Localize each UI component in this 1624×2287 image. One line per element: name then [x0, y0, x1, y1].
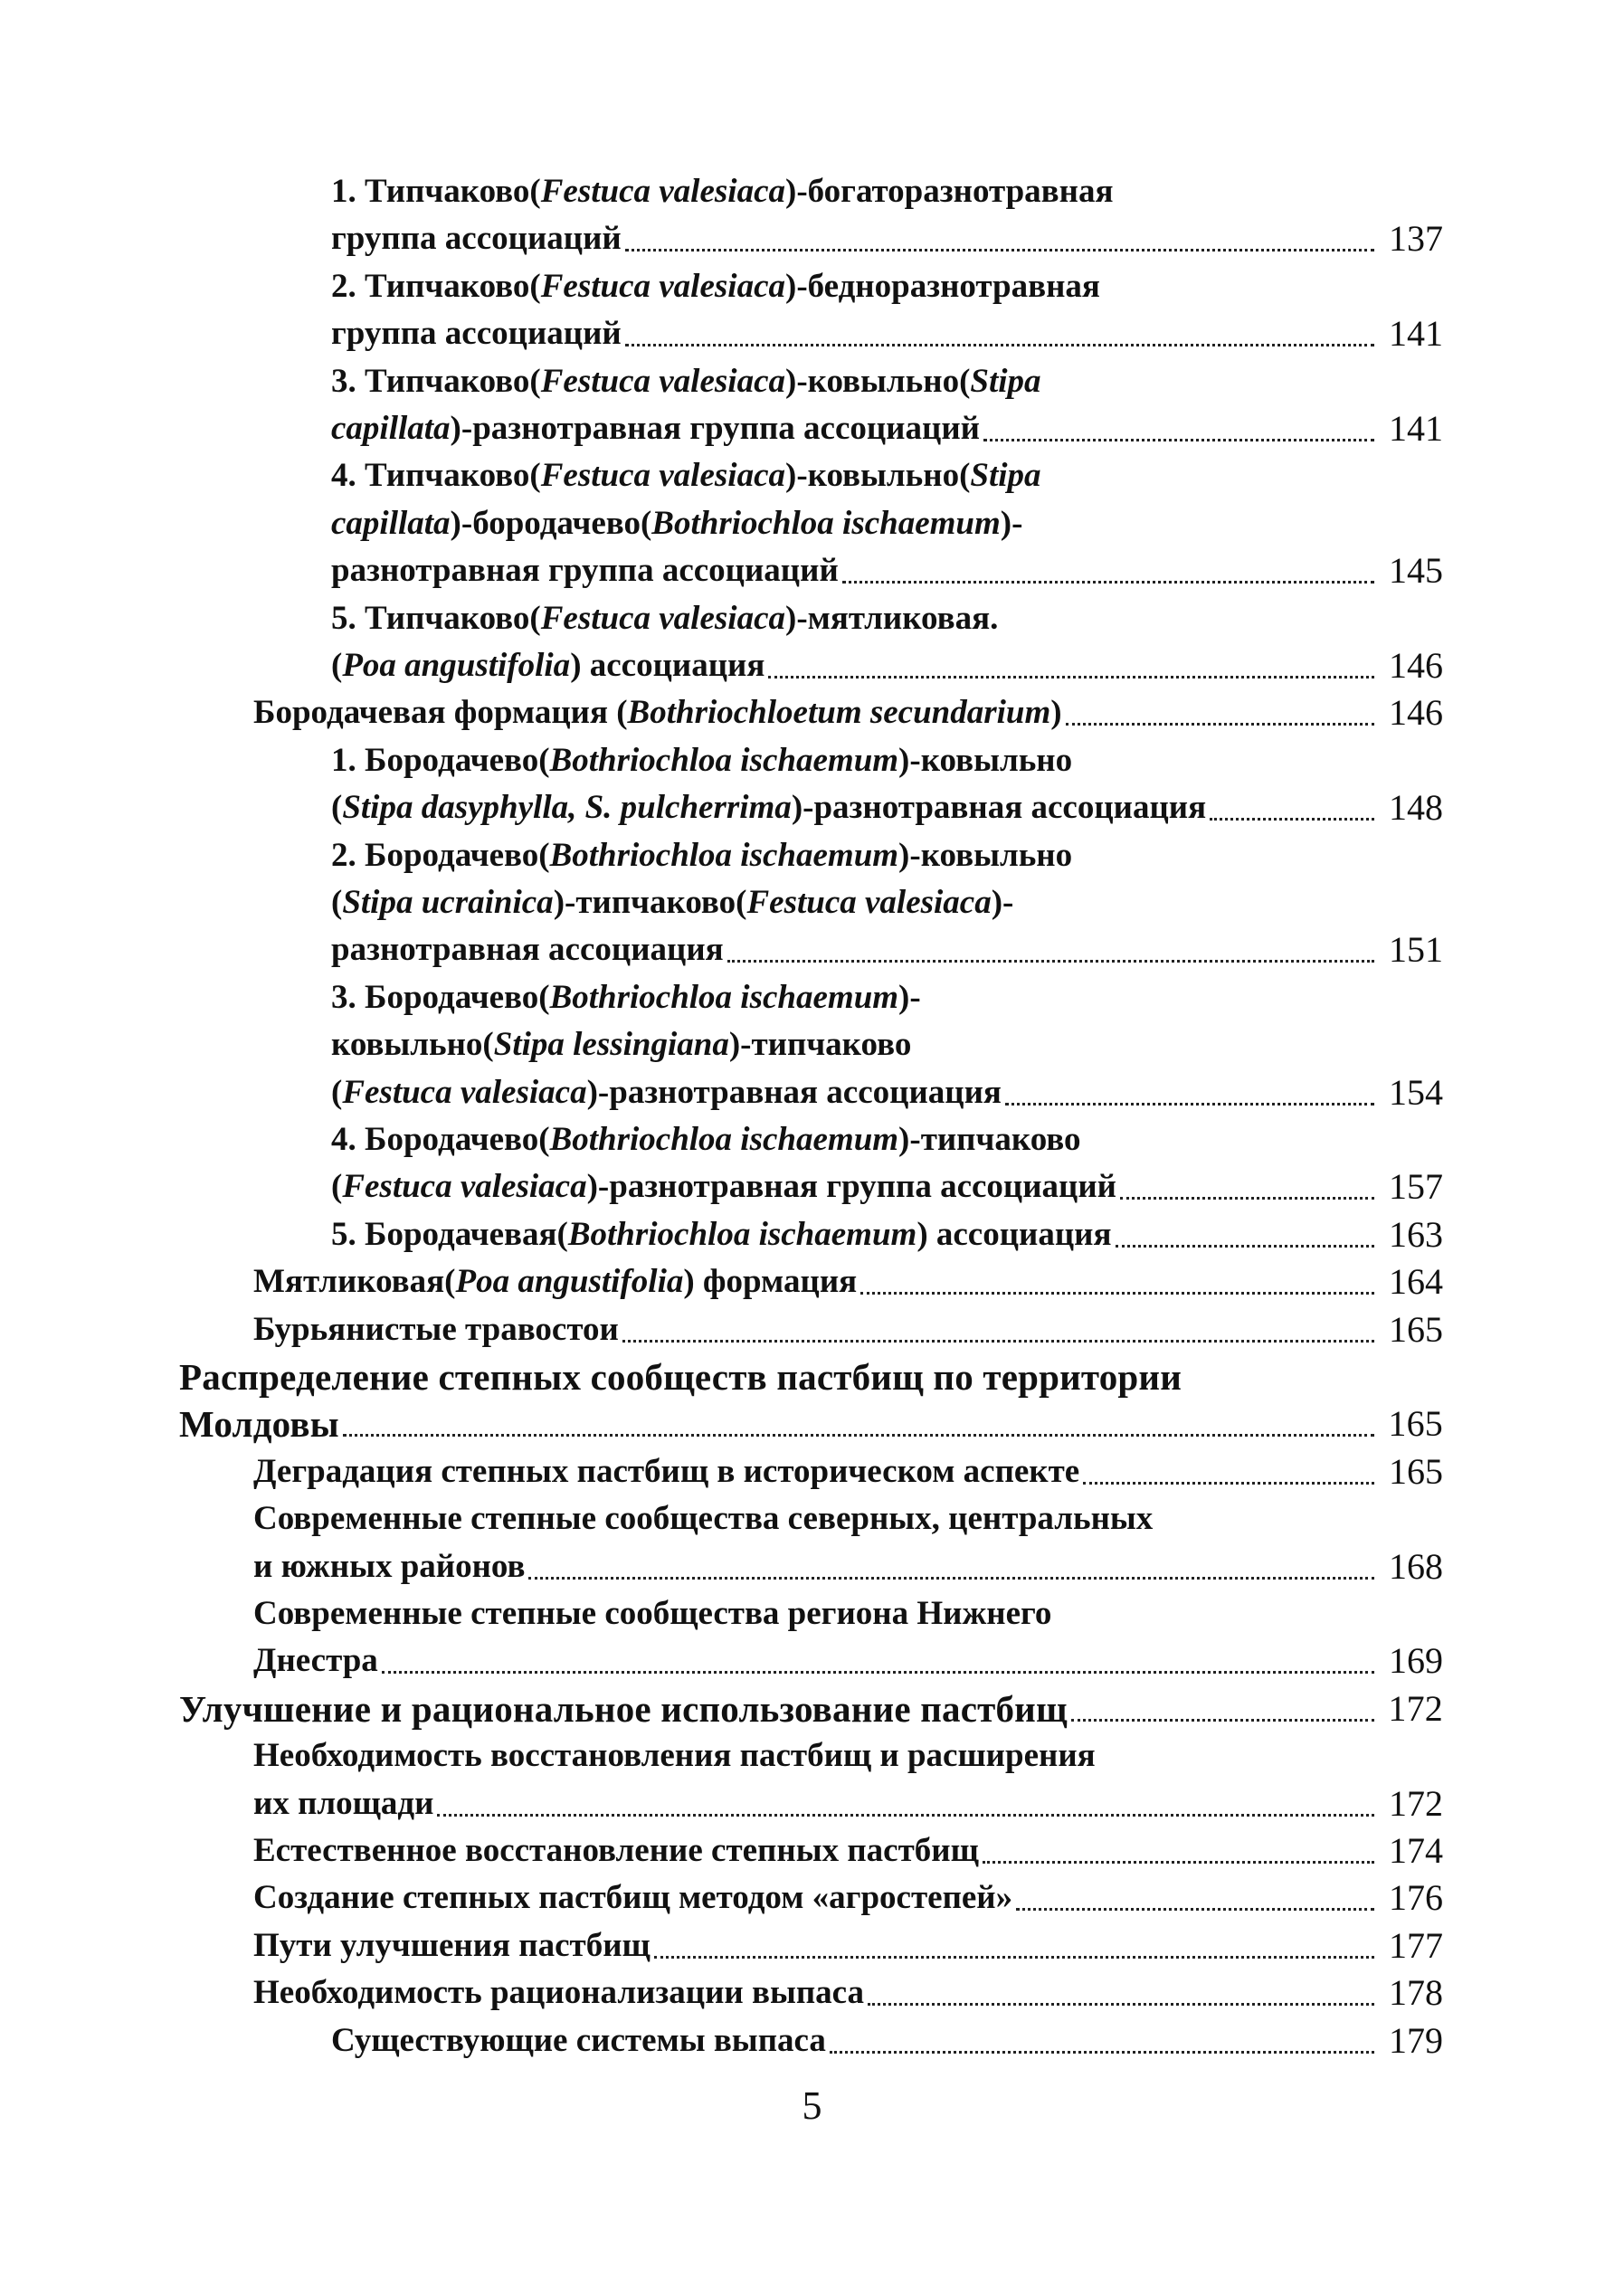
toc-entry[interactable]	[253, 1258, 1443, 1305]
latin-name: Bothriochloetum secundarium	[627, 694, 1051, 731]
toc-entry-title	[331, 263, 1100, 310]
dot-leader	[983, 1861, 1374, 1864]
toc-entry[interactable]	[331, 974, 1443, 1021]
toc-entry-title	[253, 1637, 378, 1684]
dot-leader	[983, 439, 1374, 441]
title-text: ) формация	[683, 1263, 858, 1300]
dot-leader	[654, 1956, 1374, 1959]
toc-entry-title	[253, 1306, 619, 1353]
dot-leader	[622, 1340, 1374, 1343]
toc-entry[interactable]	[331, 215, 1443, 262]
toc-entry[interactable]	[331, 737, 1443, 784]
title-text: Естественное восстановление степных пастбищ	[253, 1832, 979, 1869]
toc-entry[interactable]	[253, 1874, 1443, 1922]
dot-leader	[1083, 1482, 1374, 1485]
title-text: Деградация степных пастбищ в историческом аспекте	[253, 1453, 1080, 1490]
toc-page-number: 168	[1389, 1546, 1443, 1587]
dot-leader	[437, 1814, 1374, 1817]
toc-page-number: 172	[1389, 1783, 1443, 1824]
toc-entry-title	[331, 547, 839, 594]
title-text: )-типчаково	[898, 1121, 1081, 1158]
toc-page-number: 169	[1389, 1640, 1443, 1681]
dot-leader	[1071, 1719, 1374, 1722]
latin-name: Poa angustifolia	[342, 647, 571, 684]
title-text: )-ковыльно	[898, 837, 1073, 874]
toc-entry[interactable]	[331, 879, 1443, 926]
dot-leader	[768, 676, 1374, 679]
title-text: Создание степных пастбищ методом «агростепей»	[253, 1879, 1013, 1916]
title-text: Бородачевая формация (	[253, 694, 628, 731]
title-text: группа ассоциаций	[331, 315, 622, 352]
dot-leader	[727, 960, 1374, 963]
toc-entry-title	[253, 1448, 1079, 1495]
toc-entry[interactable]	[331, 547, 1443, 594]
title-text: Необходимость восстановления пастбищ и расширения	[253, 1737, 1096, 1774]
dot-leader	[868, 2003, 1374, 2006]
toc-entry-title	[253, 1922, 651, 1969]
latin-name: Stipa ucrainica	[342, 884, 554, 921]
toc-entry-title	[331, 405, 980, 452]
title-text: )-типчаково	[728, 1026, 912, 1063]
toc-page-number: 165	[1388, 1403, 1443, 1444]
latin-name: capillata	[331, 505, 451, 542]
toc-page-number: 141	[1389, 313, 1443, 354]
title-text: 2. Бородачево(	[331, 837, 550, 874]
toc-page-number: 146	[1389, 645, 1443, 686]
toc-entry-title	[331, 832, 1072, 879]
latin-name: Bothriochloa ischaemum	[549, 979, 899, 1016]
toc-entry[interactable]	[331, 263, 1443, 310]
title-text: Днестра	[253, 1642, 378, 1679]
latin-name: Festuca valesiaca	[342, 1168, 587, 1205]
dot-leader	[1120, 1197, 1374, 1200]
toc-entry-title	[331, 784, 1206, 831]
title-text: 2. Типчаково(	[331, 268, 541, 305]
title-text: )-богаторазнотравная	[785, 173, 1114, 210]
toc-entry-title	[253, 1543, 525, 1590]
toc-entry-title	[331, 737, 1072, 784]
dot-leader	[343, 1434, 1374, 1437]
title-text: 3. Типчаково(	[331, 363, 541, 400]
title-text: разнотравная группа ассоциаций	[331, 552, 839, 589]
dot-leader	[382, 1671, 1374, 1674]
toc-entry-title	[253, 1732, 1096, 1779]
toc-entry[interactable]	[331, 358, 1443, 405]
latin-name: Bothriochloa ischaemum	[549, 837, 899, 874]
toc-page-number: 163	[1389, 1214, 1443, 1255]
toc-entry-title	[331, 168, 1113, 215]
toc-entry-title	[331, 879, 1013, 926]
latin-name: Festuca valesiaca	[540, 600, 785, 637]
title-text: их площади	[253, 1785, 434, 1822]
toc-page-number: 145	[1389, 550, 1443, 591]
latin-name: Bothriochloa ischaemum	[567, 1216, 917, 1253]
dot-leader	[1016, 1908, 1374, 1911]
title-text: и южных районов	[253, 1548, 526, 1585]
toc-entry-title	[253, 1780, 433, 1827]
toc-entry[interactable]	[331, 1163, 1443, 1210]
toc-entry-title	[331, 1116, 1081, 1163]
title-text: )-	[991, 884, 1014, 921]
dot-leader	[1210, 818, 1374, 821]
dot-leader	[830, 2051, 1374, 2054]
title-text: группа ассоциаций	[331, 220, 622, 257]
toc-entry-title	[331, 358, 1041, 405]
toc-page-number: 148	[1389, 787, 1443, 828]
toc-page-number: 178	[1389, 1972, 1443, 2013]
dot-leader	[1005, 1103, 1374, 1106]
latin-name: Festuca valesiaca	[342, 1074, 587, 1111]
toc-entry-title	[253, 689, 1062, 736]
toc-page-number: 179	[1389, 2020, 1443, 2061]
toc-entry-title	[253, 1874, 1012, 1922]
title-text: 5. Типчаково(	[331, 600, 541, 637]
toc-entry[interactable]	[331, 452, 1443, 499]
toc-entry[interactable]	[253, 689, 1443, 736]
latin-name: Stipa	[970, 363, 1041, 400]
latin-name: Festuca valesiaca	[746, 884, 992, 921]
title-text: Существующие системы выпаса	[331, 2022, 826, 2059]
toc-entry-title	[331, 2017, 826, 2064]
toc-entry[interactable]	[253, 1543, 1443, 1590]
toc-entry[interactable]	[253, 1306, 1443, 1353]
latin-name: Festuca valesiaca	[540, 363, 785, 400]
title-text: 4. Типчаково(	[331, 457, 541, 494]
title-text: (	[331, 884, 343, 921]
toc-entry-title	[331, 215, 622, 262]
title-text: Современные степные сообщества северных, центральных	[253, 1500, 1154, 1537]
title-text: Молдовы	[179, 1403, 339, 1445]
toc-entry-title	[331, 500, 1022, 547]
title-text: 3. Бородачево(	[331, 979, 550, 1016]
toc-entry-title	[331, 926, 724, 973]
toc-entry[interactable]	[253, 1590, 1443, 1637]
title-text: Распределение степных сообществ пастбищ по территории	[179, 1356, 1182, 1398]
title-text: )-	[1000, 505, 1023, 542]
toc-page-number: 177	[1389, 1925, 1443, 1966]
latin-name: Stipa	[970, 457, 1041, 494]
dot-leader	[1116, 1245, 1374, 1248]
toc-page-number: 146	[1389, 692, 1443, 733]
toc-page-number: 154	[1389, 1072, 1443, 1113]
latin-name: Stipa lessingiana	[493, 1026, 729, 1063]
title-text: )-бородачево(	[450, 505, 652, 542]
toc-entry[interactable]	[253, 1922, 1443, 1969]
latin-name: capillata	[331, 410, 451, 447]
toc-entry[interactable]	[253, 1495, 1443, 1542]
title-text: ) ассоциация	[570, 647, 765, 684]
title-text: )-ковыльно(	[785, 363, 971, 400]
toc-entry[interactable]	[253, 1780, 1443, 1827]
title-text: )-ковыльно(	[785, 457, 971, 494]
toc-entry[interactable]	[253, 1969, 1443, 2017]
title-text: (	[331, 647, 343, 684]
toc-entry[interactable]	[331, 310, 1443, 357]
title-text: 4. Бородачево(	[331, 1121, 550, 1158]
title-text: Необходимость рационализации выпаса	[253, 1974, 865, 2011]
title-text: )-ковыльно	[898, 742, 1073, 779]
title-text: )-разнотравная ассоциация	[586, 1074, 1002, 1111]
title-text: Пути улучшения пастбищ	[253, 1927, 651, 1964]
toc-entry[interactable]	[253, 1827, 1443, 1874]
title-text: )-мятликовая.	[785, 600, 999, 637]
title-text: ) ассоциация	[916, 1216, 1112, 1253]
latin-name: Bothriochloa ischaemum	[549, 742, 899, 779]
toc-entry-title	[179, 1353, 1182, 1400]
toc-page-number: 165	[1389, 1451, 1443, 1492]
title-text: 1. Типчаково(	[331, 173, 541, 210]
toc-entry-title	[331, 1069, 1002, 1116]
toc-entry[interactable]	[331, 2017, 1443, 2064]
latin-name: Festuca valesiaca	[540, 457, 785, 494]
toc-entry-title	[331, 1211, 1112, 1258]
title-text: )-разнотравная группа ассоциаций	[586, 1168, 1116, 1205]
dot-leader	[1066, 723, 1374, 726]
toc-entry-title	[331, 452, 1041, 499]
toc-entry[interactable]	[331, 784, 1443, 831]
title-text: 1. Бородачево(	[331, 742, 550, 779]
toc-entry-title	[253, 1827, 979, 1874]
toc-entry-title	[331, 974, 921, 1021]
toc-entry-title	[179, 1400, 339, 1447]
toc-entry[interactable]	[331, 405, 1443, 452]
toc-entry-title	[331, 310, 622, 357]
latin-name: Stipa dasyphylla, S. pulcherrima	[342, 789, 792, 826]
title-text: )-бедноразнотравная	[785, 268, 1100, 305]
title-text: ковыльно(	[331, 1026, 494, 1063]
title-text: Улучшение и рациональное использование пастбищ	[179, 1688, 1068, 1730]
title-text: (	[331, 789, 343, 826]
toc-page-number: 164	[1389, 1261, 1443, 1302]
toc-entry[interactable]	[253, 1732, 1443, 1779]
title-text: 5. Бородачевая(	[331, 1216, 568, 1253]
dot-leader	[625, 344, 1374, 346]
toc-page-number: 151	[1389, 929, 1443, 970]
toc-entry-title	[331, 1021, 911, 1068]
toc-entry[interactable]	[331, 168, 1443, 215]
title-text: )-типчаково(	[553, 884, 747, 921]
title-text: (	[331, 1074, 343, 1111]
toc-page-number: 172	[1388, 1688, 1443, 1729]
toc-entry-title	[253, 1258, 857, 1305]
toc-entry-title	[253, 1590, 1051, 1637]
toc-entry[interactable]	[331, 1116, 1443, 1163]
toc-page-number: 137	[1389, 218, 1443, 259]
title-text: )-	[898, 979, 921, 1016]
toc-entry[interactable]	[331, 1211, 1443, 1258]
toc-page-number: 157	[1389, 1166, 1443, 1207]
title-text: Мятликовая(	[253, 1263, 456, 1300]
toc-page-number: 176	[1389, 1877, 1443, 1918]
latin-name: Festuca valesiaca	[540, 268, 785, 305]
latin-name: Festuca valesiaca	[540, 173, 785, 210]
dot-leader	[625, 249, 1374, 251]
toc-entry-title	[253, 1495, 1153, 1542]
toc-page-number: 141	[1389, 408, 1443, 449]
toc-entry[interactable]	[179, 1685, 1443, 1732]
dot-leader	[842, 581, 1374, 584]
title-text: )-разнотравная группа ассоциаций	[450, 410, 980, 447]
toc-entry[interactable]	[331, 926, 1443, 973]
title-text: )	[1050, 694, 1062, 731]
toc-entry[interactable]	[331, 642, 1443, 689]
title-text: разнотравная ассоциация	[331, 931, 724, 968]
toc-entry-title	[331, 642, 765, 689]
toc-entry[interactable]	[253, 1448, 1443, 1495]
latin-name: Bothriochloa ischaemum	[549, 1121, 899, 1158]
toc-entry[interactable]	[331, 595, 1443, 642]
toc-entry-title	[331, 1163, 1116, 1210]
toc-entry[interactable]	[179, 1353, 1443, 1400]
page-number: 5	[802, 2083, 822, 2128]
latin-name: Bothriochloa ischaemum	[651, 505, 1001, 542]
toc-entry-title	[179, 1685, 1068, 1732]
toc-page-number: 174	[1389, 1830, 1443, 1871]
toc-entry[interactable]	[331, 500, 1443, 547]
toc-entry[interactable]	[179, 1400, 1443, 1447]
toc-page-number: 165	[1389, 1309, 1443, 1350]
title-text: )-разнотравная ассоциация	[791, 789, 1207, 826]
toc-entry[interactable]	[331, 1021, 1443, 1068]
toc-entry[interactable]	[331, 832, 1443, 879]
toc-entry-title	[253, 1969, 864, 2017]
dot-leader	[528, 1577, 1374, 1580]
latin-name: Poa angustifolia	[455, 1263, 684, 1300]
title-text: Бурьянистые травостои	[253, 1311, 619, 1348]
dot-leader	[860, 1292, 1374, 1295]
title-text: (	[331, 1168, 343, 1205]
toc-entry-title	[331, 595, 998, 642]
toc-entry[interactable]	[253, 1637, 1443, 1684]
title-text: Современные степные сообщества региона Нижнего	[253, 1595, 1052, 1632]
toc-entry[interactable]	[331, 1069, 1443, 1116]
